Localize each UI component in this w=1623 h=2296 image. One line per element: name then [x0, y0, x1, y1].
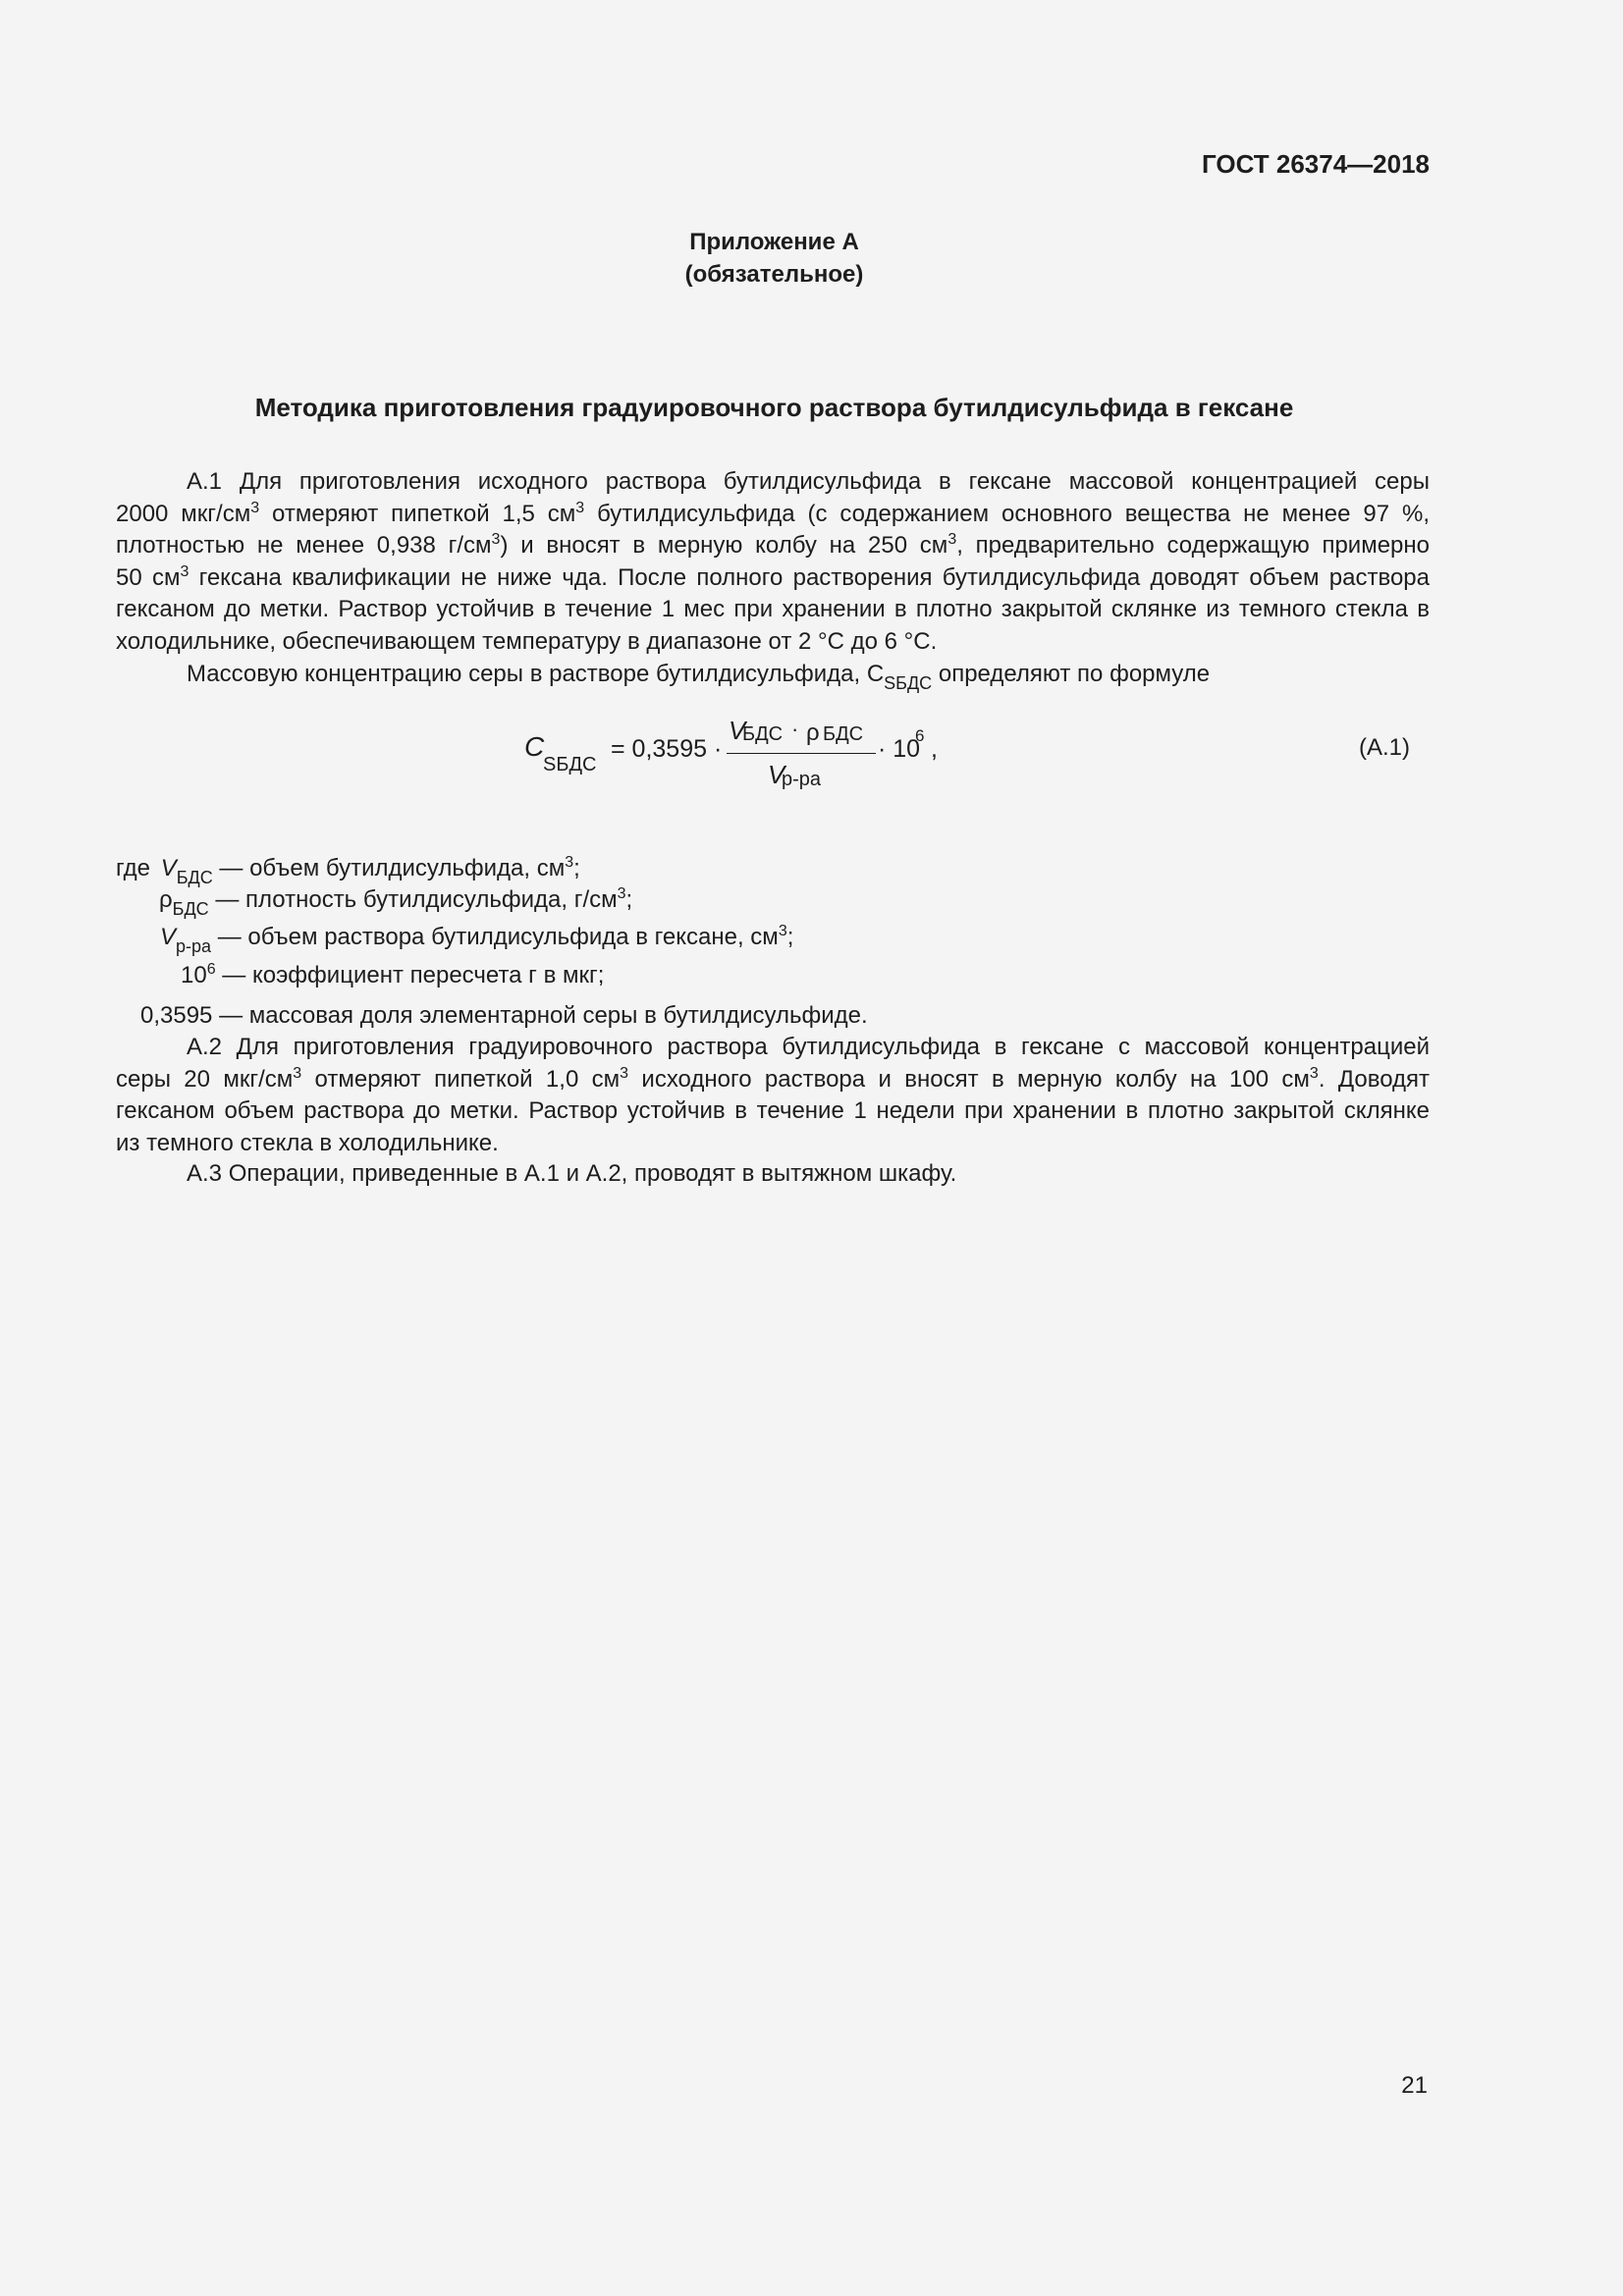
definition-0-3595: 0,3595 — массовая доля элементарной серы в бутилдисульфиде.	[140, 1002, 868, 1029]
a2-line-2: серы 20 мкг/$см^3$ отмеряют пипеткой 1,0 $см^3$ исходного раствора и вносят в мерную колбу на 100 $см^3$. Доводят	[116, 1064, 1431, 1093]
a2-line-1: А.2 Для приготовления градуировочного раствора бутилдисульфида в гексане с массовой концентрацией	[187, 1034, 1430, 1060]
a1-line-4: 50 $см^3$ гексана квалификации не ниже чда. После полного растворения бутилдисульфида доводят объем раствора	[116, 562, 1430, 591]
formula-lhs: C	[524, 731, 545, 762]
paragraph-a2	[116, 1032, 1430, 1159]
a1-line-1: А.1 Для приготовления исходного раствора бутилдисульфида в гексане массовой концентрацией серы	[187, 468, 1430, 495]
appendix-status: (обязательное)	[684, 261, 864, 288]
formula-num-dot: ·	[791, 717, 799, 741]
formula-num-rho: ρ	[806, 720, 820, 746]
a1-line-5: гексаном до метки. Раствор устойчив в течение 1 мес при хранении в плотно закрытой склянке из темного стекла в	[116, 596, 1430, 622]
definition-v-bds: где $V_{БДС}$ — объем бутилдисульфида, $см^3$;	[116, 854, 580, 887]
fraction-bar	[727, 753, 876, 754]
formula-den-v: V	[768, 760, 785, 789]
mass-concentration-sentence: Массовую концентрацию серы в растворе бутилдисульфида, $C_{SБДС}$ определяют по формуле	[187, 661, 1211, 693]
a2-line-3: гексаном объем раствора до метки. Раствор устойчив в течение 1 недели при хранении в плотно закрытой склянке	[116, 1097, 1430, 1124]
definition-10-6: $10^6$ — коэффициент пересчета г в мкг;	[181, 961, 605, 988]
appendix-heading	[0, 226, 1548, 291]
formula-num-v-sub: БДС	[742, 723, 784, 745]
formula-number: (А.1)	[1359, 734, 1411, 761]
a1-line-2: 2000 мкг/$см^3$ отмеряют пипеткой 1,5 $см^3$ бутилдисульфида (с содержанием основного вещества не менее 97 %,	[116, 499, 1430, 527]
formula-tail: · 10	[878, 735, 921, 763]
section-title: Методика приготовления градуировочного раствора бутилдисульфида в гексане	[254, 393, 1294, 422]
formula-lhs-sub: SБДС	[543, 754, 597, 775]
a1-line-6: холодильнике, обеспечивающем температуру в диапазоне от 2 °С до 6 °С.	[116, 627, 938, 655]
a2-line-4: из темного стекла в холодильнике.	[116, 1129, 499, 1156]
document-code: ГОСТ 26374—2018	[1202, 149, 1430, 179]
appendix-title: Приложение А	[689, 229, 859, 255]
a1-line-3: плотностью не менее 0,938 $г/см^3$) и вносят в мерную колбу на 250 $см^3$, предварительно содержащую примерно	[116, 531, 1431, 559]
formula-comma: ,	[931, 735, 938, 763]
definition-v-solution: $V_{р-ра}$ — объем раствора бутилдисульфида в гексане, $см^3$;	[160, 923, 794, 956]
formula-num-v: V	[729, 716, 746, 745]
page-number: 21	[1401, 2072, 1428, 2099]
formula-num-rho-sub: БДС	[823, 723, 864, 745]
formula-den-v-sub: р-ра	[782, 769, 822, 790]
formula-coefficient: = 0,3595 ·	[611, 735, 723, 763]
definition-rho-bds: $\rho_{БДС}$ — плотность бутилдисульфида, $г/см^3$;	[159, 885, 633, 919]
paragraph-a3: А.3 Операции, приведенные в А.1 и А.2, проводят в вытяжном шкафу.	[187, 1160, 957, 1187]
paragraph-a1	[116, 466, 1430, 658]
formula-tail-exp: 6	[915, 726, 925, 745]
